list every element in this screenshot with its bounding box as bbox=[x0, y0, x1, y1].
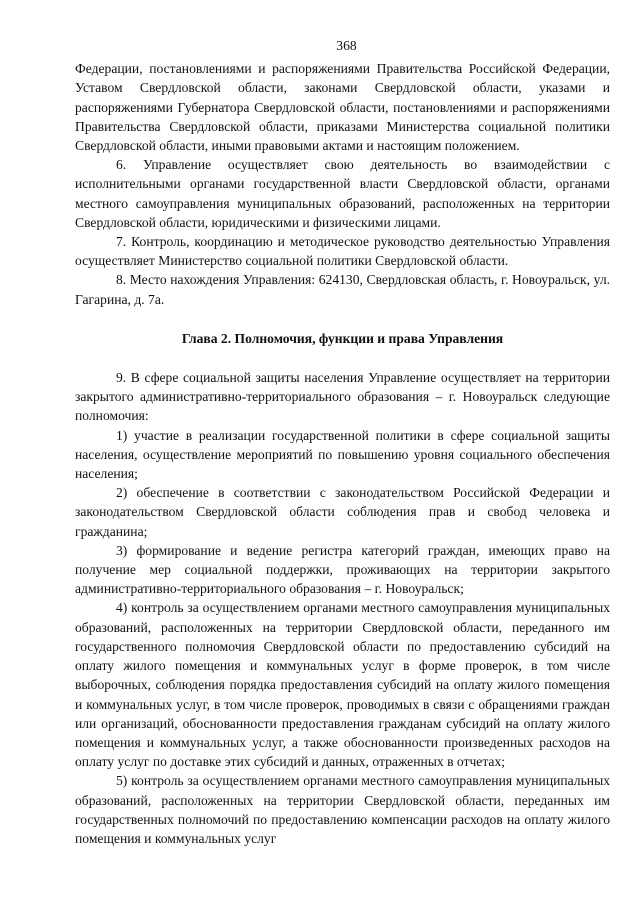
list-item-1: 1) участие в реализации государственной политики в сфере социальной защиты населения, осуществление мероприятий по повышению уровня социального обеспечения населения; bbox=[75, 427, 610, 482]
paragraph-9: 9. В сфере социальной защиты населения Управление осуществляет на территории закрытого административно-территориального образования – г. Новоуральск следующие полномочия: bbox=[75, 370, 610, 424]
paragraph-continuation: Федерации, постановлениями и распоряжениями Правительства Российской Федерации, Уставом Свердловской области, законами Свердловской области, указами и распоряжениями Губернатора Свердловской области, постановлениями и распоряжениями Правительства Свердловской области, приказами Министерства социальной политики Свердловской области, иными правовыми актами и настоящим положением. bbox=[75, 61, 610, 154]
list-item-4: 4) контроль за осуществлением органами местного самоуправления муниципальных образований, расположенных на территории Свердловской области, переданного им государственного полномочия Свердловской области по предоставлению субсидий на оплату жилого помещения и коммунальных услуг в форме проверок, в том числе выборочных, соблюдения порядка предоставления субсидий на оплату жилого помещения и коммунальных услуг, в том числе проверок, проводимых в связи с обращениями граждан или организаций, обоснованности предоставления гражданам субсидий на оплату жилого помещения и коммунальных услуг, а также обоснованности произведенных расходов на оплату услуг по доставке этих субсидий и данных, отраженных в отчетах; bbox=[75, 600, 610, 770]
list-item-3: 3) формирование и ведение регистра категорий граждан, имеющих право на получение мер социальной поддержки, проживающих на территории закрытого административно-территориального образования – г. Новоуральск; bbox=[75, 542, 610, 597]
document-page bbox=[75, 36, 610, 848]
chapter-heading: Глава 2. Полномочия, функции и права Управления bbox=[181, 330, 504, 346]
list-item-2: 2) обеспечение в соответствии с законодательством Российской Федерации и законодательством Свердловской области соблюдения прав и свобод человека и гражданина; bbox=[75, 485, 610, 539]
paragraph-8: 8. Место нахождения Управления: 624130, Свердловская область, г. Новоуральск, ул. Гагарина, д. 7а. bbox=[75, 272, 610, 307]
page-number: 368 bbox=[336, 38, 357, 53]
paragraph-7: 7. Контроль, координацию и методическое руководство деятельностью Управления осуществляет Министерство социальной политики Свердловской области. bbox=[75, 234, 610, 269]
paragraph-6: 6. Управление осуществляет свою деятельность во взаимодействии с исполнительными органами государственной власти Свердловской области, органами местного самоуправления муниципальных образований, расположенных на территории Свердловской области, юридическими и физическими лицами. bbox=[75, 157, 610, 230]
list-item-5: 5) контроль за осуществлением органами местного самоуправления муниципальных образований, расположенных на территории Свердловской области, переданных им государственных полномочий по предоставлению компенсации расходов на оплату жилого помещения и коммунальных услуг bbox=[75, 773, 610, 846]
